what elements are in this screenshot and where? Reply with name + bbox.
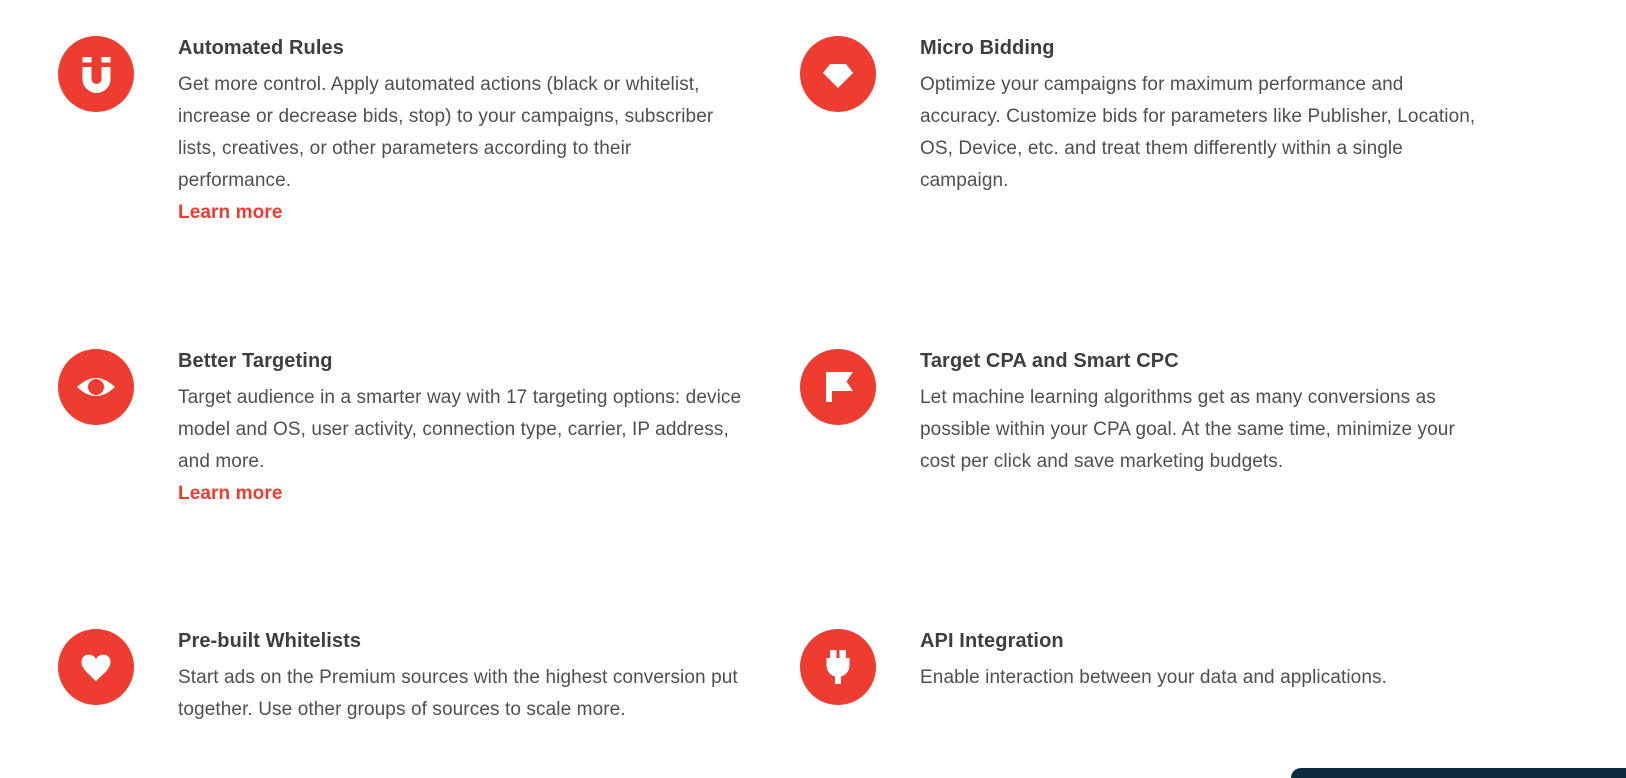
- diamond-icon: [800, 36, 876, 112]
- feature-card-better-targeting: [58, 349, 800, 629]
- magnet-icon: [58, 36, 134, 112]
- feature-description: Get more control. Apply automated actions (black or whitelist, increase or decrease bids, stop) to your campaigns, subscriber lists, creatives, or other parameters according to their performance.: [178, 74, 714, 191]
- feature-title: Pre-built Whitelists: [178, 630, 362, 652]
- bottom-right-panel-edge: [1291, 768, 1626, 778]
- eye-icon: [58, 349, 134, 425]
- plug-icon: [800, 629, 876, 705]
- feature-title: Automated Rules: [178, 37, 344, 59]
- feature-title: Better Targeting: [178, 350, 333, 372]
- feature-card-automated-rules: [58, 36, 800, 349]
- feature-title: Target CPA and Smart CPC: [920, 350, 1179, 372]
- flag-icon: [800, 349, 876, 425]
- feature-card-prebuilt-whitelists: [58, 629, 800, 778]
- feature-title: API Integration: [920, 630, 1064, 652]
- feature-card-target-cpa: [800, 349, 1626, 629]
- feature-description: Let machine learning algorithms get as many conversions as possible within your CPA goal. At the same time, minimize your cost per click and save marketing budgets.: [920, 387, 1455, 472]
- feature-description: Start ads on the Premium sources with the highest conversion put together. Use other groups of sources to scale more.: [178, 667, 738, 720]
- learn-more-link[interactable]: Learn more: [178, 202, 283, 223]
- heart-icon: [58, 629, 134, 705]
- feature-description: Optimize your campaigns for maximum performance and accuracy. Customize bids for parameters like Publisher, Location, OS, Device, etc. and treat them differently within a single campaign.: [920, 74, 1476, 191]
- feature-card-micro-bidding: [800, 36, 1626, 349]
- feature-description: Target audience in a smarter way with 17 targeting options: device model and OS, user activity, connection type, carrier, IP address, and more.: [178, 387, 742, 472]
- feature-description: Enable interaction between your data and applications.: [920, 667, 1387, 688]
- learn-more-link[interactable]: Learn more: [178, 483, 283, 504]
- feature-title: Micro Bidding: [920, 37, 1055, 59]
- feature-card-api-integration: [800, 629, 1626, 778]
